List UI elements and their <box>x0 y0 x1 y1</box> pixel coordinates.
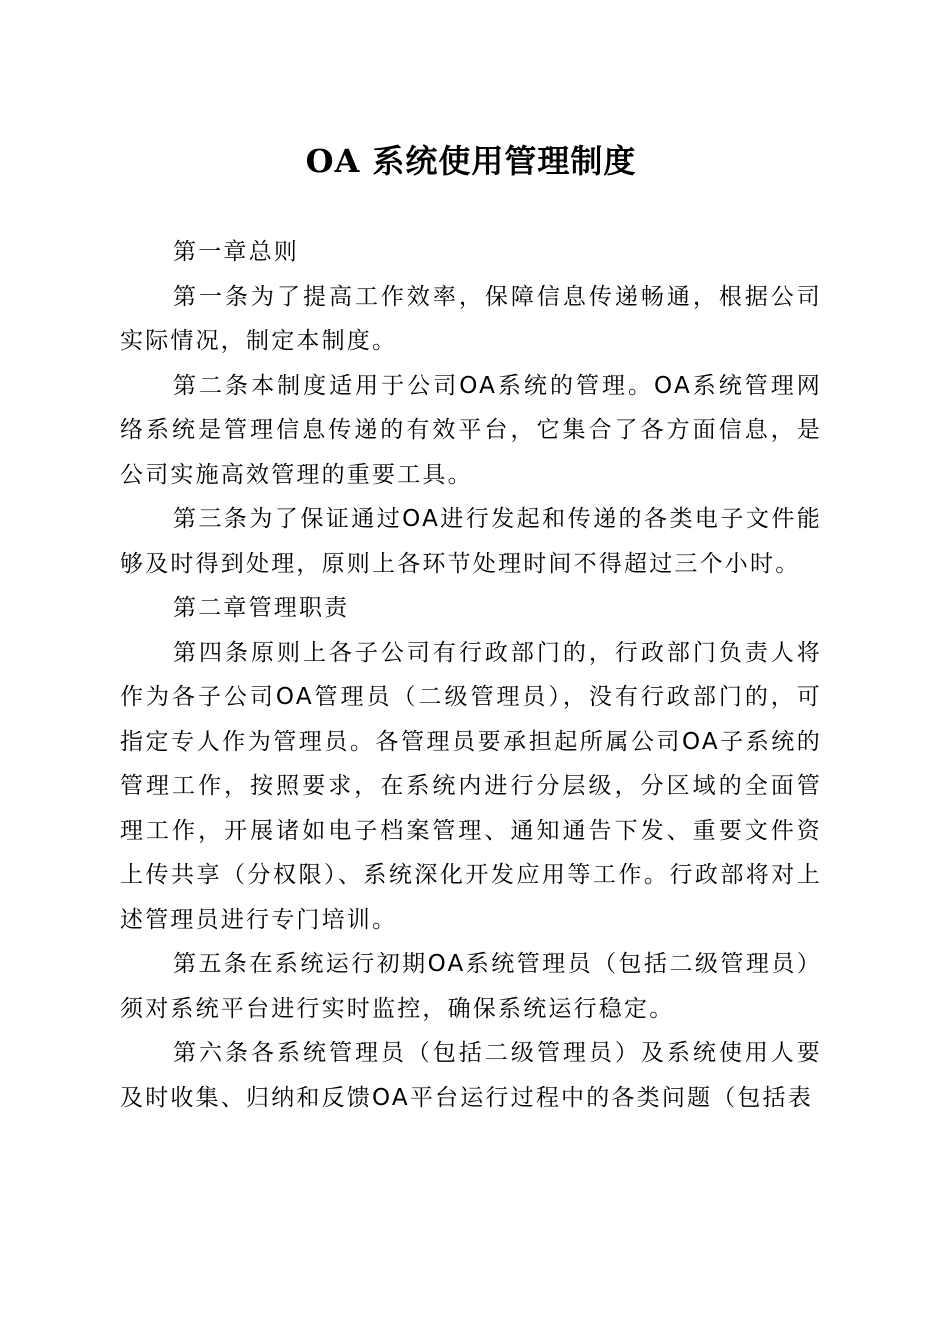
page-title: OA 系统使用管理制度 <box>305 142 637 180</box>
article-6: 第六条各系统管理员（包括二级管理员）及系统使用人要及时收集、归纳和反馈OA平台运行过程中的各类问题（包括表 <box>120 1040 822 1111</box>
article-3: 第三条为了保证通过OA进行发起和传递的各类电子文件能够及时得到处理，原则上各环节处理时间不得超过三个小时。 <box>120 506 822 577</box>
chapter-heading-2: 第二章管理职责 <box>173 595 350 621</box>
chapter-heading-1: 第一章总则 <box>173 239 299 265</box>
article-2: 第二条本制度适用于公司OA系统的管理。OA系统管理网络系统是管理信息传递的有效平台，它集合了各方面信息，是公司实施高效管理的重要工具。 <box>120 372 822 488</box>
article-1: 第一条为了提高工作效率，保障信息传递畅通，根据公司实际情况，制定本制度。 <box>120 283 822 354</box>
article-4: 第四条原则上各子公司有行政部门的，行政部门负责人将作为各子公司OA管理员（二级管理员），没有行政部门的，可指定专人作为管理员。各管理员要承担起所属公司OA子系统的管理工作，按照要求，在系统内进行分层级，分区域的全面管理工作，开展诸如电子档案管理、通知通告下发、重要文件资上传共享（分权限）、系统深化开发应用等工作。行政部将对上述管理员进行专门培训。 <box>120 639 822 933</box>
document-body <box>120 230 822 1120</box>
article-5: 第五条在系统运行初期OA系统管理员（包括二级管理员）须对系统平台进行实时监控，确保系统运行稳定。 <box>120 951 822 1022</box>
